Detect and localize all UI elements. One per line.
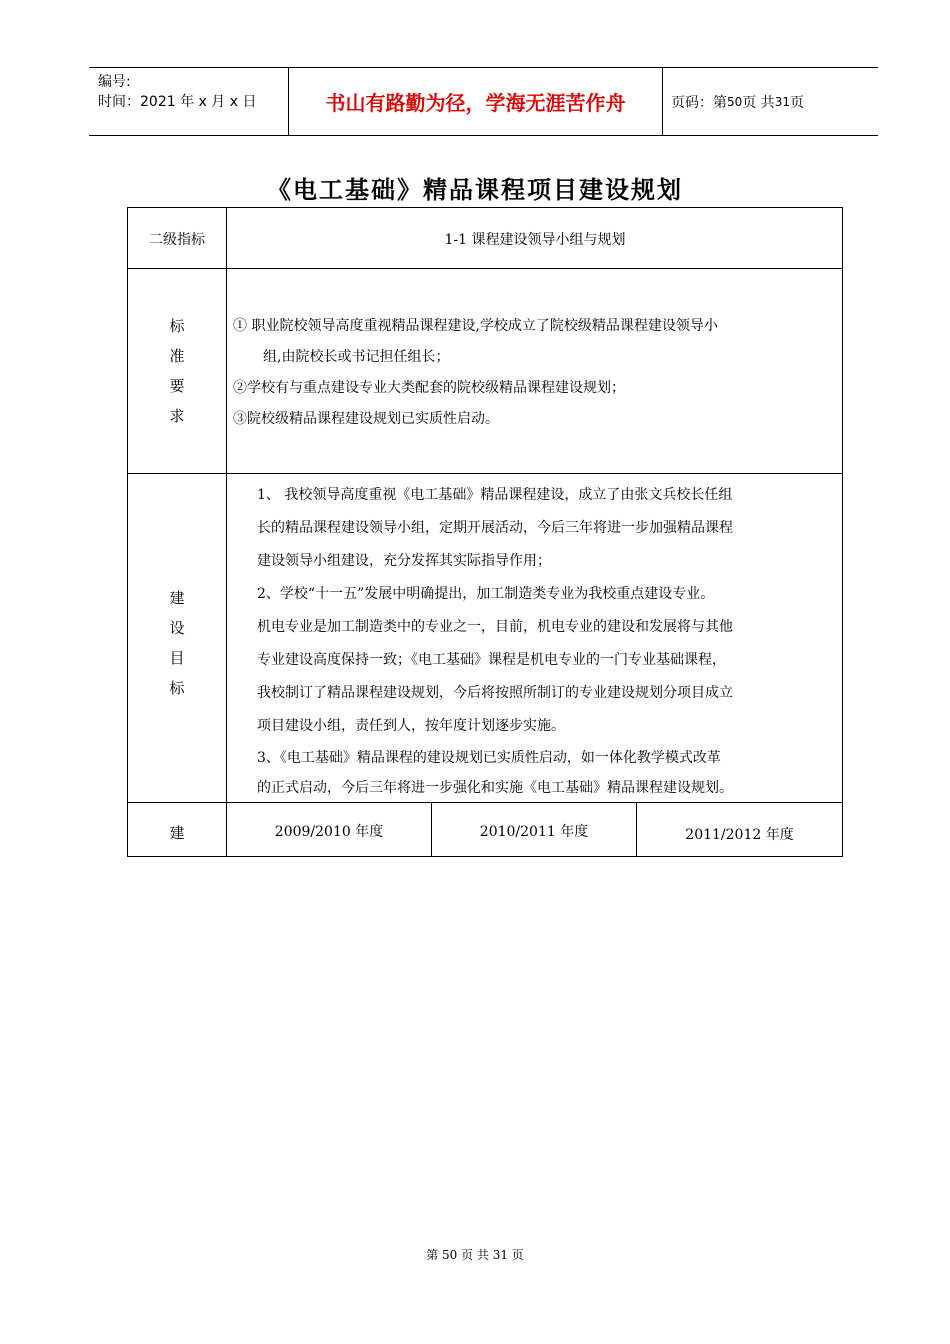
goal-line: 长的精品课程建设领导小组，定期开展活动，今后三年将进一步加强精品课程 bbox=[257, 520, 733, 536]
level2-label: 二级指标 bbox=[149, 232, 205, 248]
table-divider bbox=[127, 473, 843, 474]
document-title: 《电工基础》精品课程项目建设规划 bbox=[267, 176, 683, 204]
doc-time-label: 时间：2021 年 x 月 x 日 bbox=[98, 94, 257, 110]
goal-label-char: 设 bbox=[169, 619, 185, 637]
year-column: 2011/2012 年度 bbox=[685, 827, 794, 843]
standard-item: ① 职业院校领导高度重视精品课程建设,学校成立了院校级精品课程建设领导小 bbox=[233, 318, 718, 334]
goal-line: 3、《电工基础》精品课程的建设规划已实质性启动，如一体化教学模式改革 bbox=[257, 750, 721, 766]
page-total: 31 bbox=[774, 94, 791, 109]
table-border-left bbox=[127, 207, 128, 857]
level2-value: 1-1 课程建设领导小组与规划 bbox=[444, 232, 626, 248]
goal-line: 项目建设小组，责任到人，按年度计划逐步实施。 bbox=[257, 718, 565, 734]
table-border-bottom bbox=[127, 856, 843, 857]
standard-item: 组,由院校长或书记担任组长； bbox=[263, 349, 450, 365]
goal-line: 1、 我校领导高度重视《电工基础》精品课程建设，成立了由张文兵校长任组 bbox=[257, 487, 733, 503]
doc-number-label: 编号: bbox=[98, 74, 131, 90]
standard-label bbox=[127, 311, 227, 431]
page-header bbox=[89, 67, 878, 136]
standard-label-char: 准 bbox=[169, 347, 185, 365]
header-meta bbox=[89, 68, 289, 135]
table-divider bbox=[127, 268, 843, 269]
standard-label-char: 求 bbox=[169, 407, 185, 425]
goal-label bbox=[127, 583, 227, 703]
last-row-label: 建 bbox=[169, 824, 185, 842]
goal-label-char: 目 bbox=[169, 649, 185, 667]
goal-label-char: 标 bbox=[169, 679, 185, 697]
goal-line: 机电专业是加工制造类中的专业之一，目前，机电专业的建设和发展将与其他 bbox=[257, 619, 733, 635]
page-prefix: 页码：第 bbox=[671, 94, 727, 111]
construction-goals bbox=[257, 479, 837, 803]
goal-line: 2、学校“十一五”发展中明确提出，加工制造类专业为我校重点建设专业。 bbox=[257, 586, 715, 602]
standard-label-char: 要 bbox=[169, 377, 185, 395]
page-footer: 第 50 页 共 31 页 bbox=[426, 1248, 524, 1262]
goal-line: 的正式启动，今后三年将进一步强化和实施《电工基础》精品课程建设规划。 bbox=[257, 780, 733, 796]
year-column: 2010/2011 年度 bbox=[479, 824, 589, 840]
table-col-divider bbox=[226, 207, 227, 857]
goal-line: 建设领导小组建设，充分发挥其实际指导作用； bbox=[257, 553, 551, 569]
standard-label-char: 标 bbox=[169, 317, 185, 335]
year-column: 2009/2010 年度 bbox=[274, 824, 384, 840]
goal-line: 专业建设高度保持一致；《电工基础》课程是机电专业的一门专业基础课程， bbox=[257, 652, 726, 668]
standard-item: ③院校级精品课程建设规划已实质性启动。 bbox=[233, 411, 499, 427]
table-border-right bbox=[842, 207, 843, 857]
planning-table bbox=[127, 207, 843, 857]
standard-item: ②学校有与重点建设专业大类配套的院校级精品课程建设规划； bbox=[233, 380, 625, 396]
page-number: 50 bbox=[727, 94, 743, 109]
standard-requirements bbox=[233, 311, 839, 435]
page-suffix: 页 bbox=[790, 94, 805, 111]
header-motto: 书山有路勤为径，学海无涯苦作舟 bbox=[289, 68, 663, 135]
goal-line: 我校制订了精品课程建设规划，今后将按照所制订的专业建设规划分项目成立 bbox=[257, 685, 733, 701]
page-mid: 页 共 bbox=[742, 94, 775, 111]
goal-label-char: 建 bbox=[169, 589, 185, 607]
table-border-top bbox=[127, 207, 843, 208]
header-page-info bbox=[663, 68, 878, 135]
